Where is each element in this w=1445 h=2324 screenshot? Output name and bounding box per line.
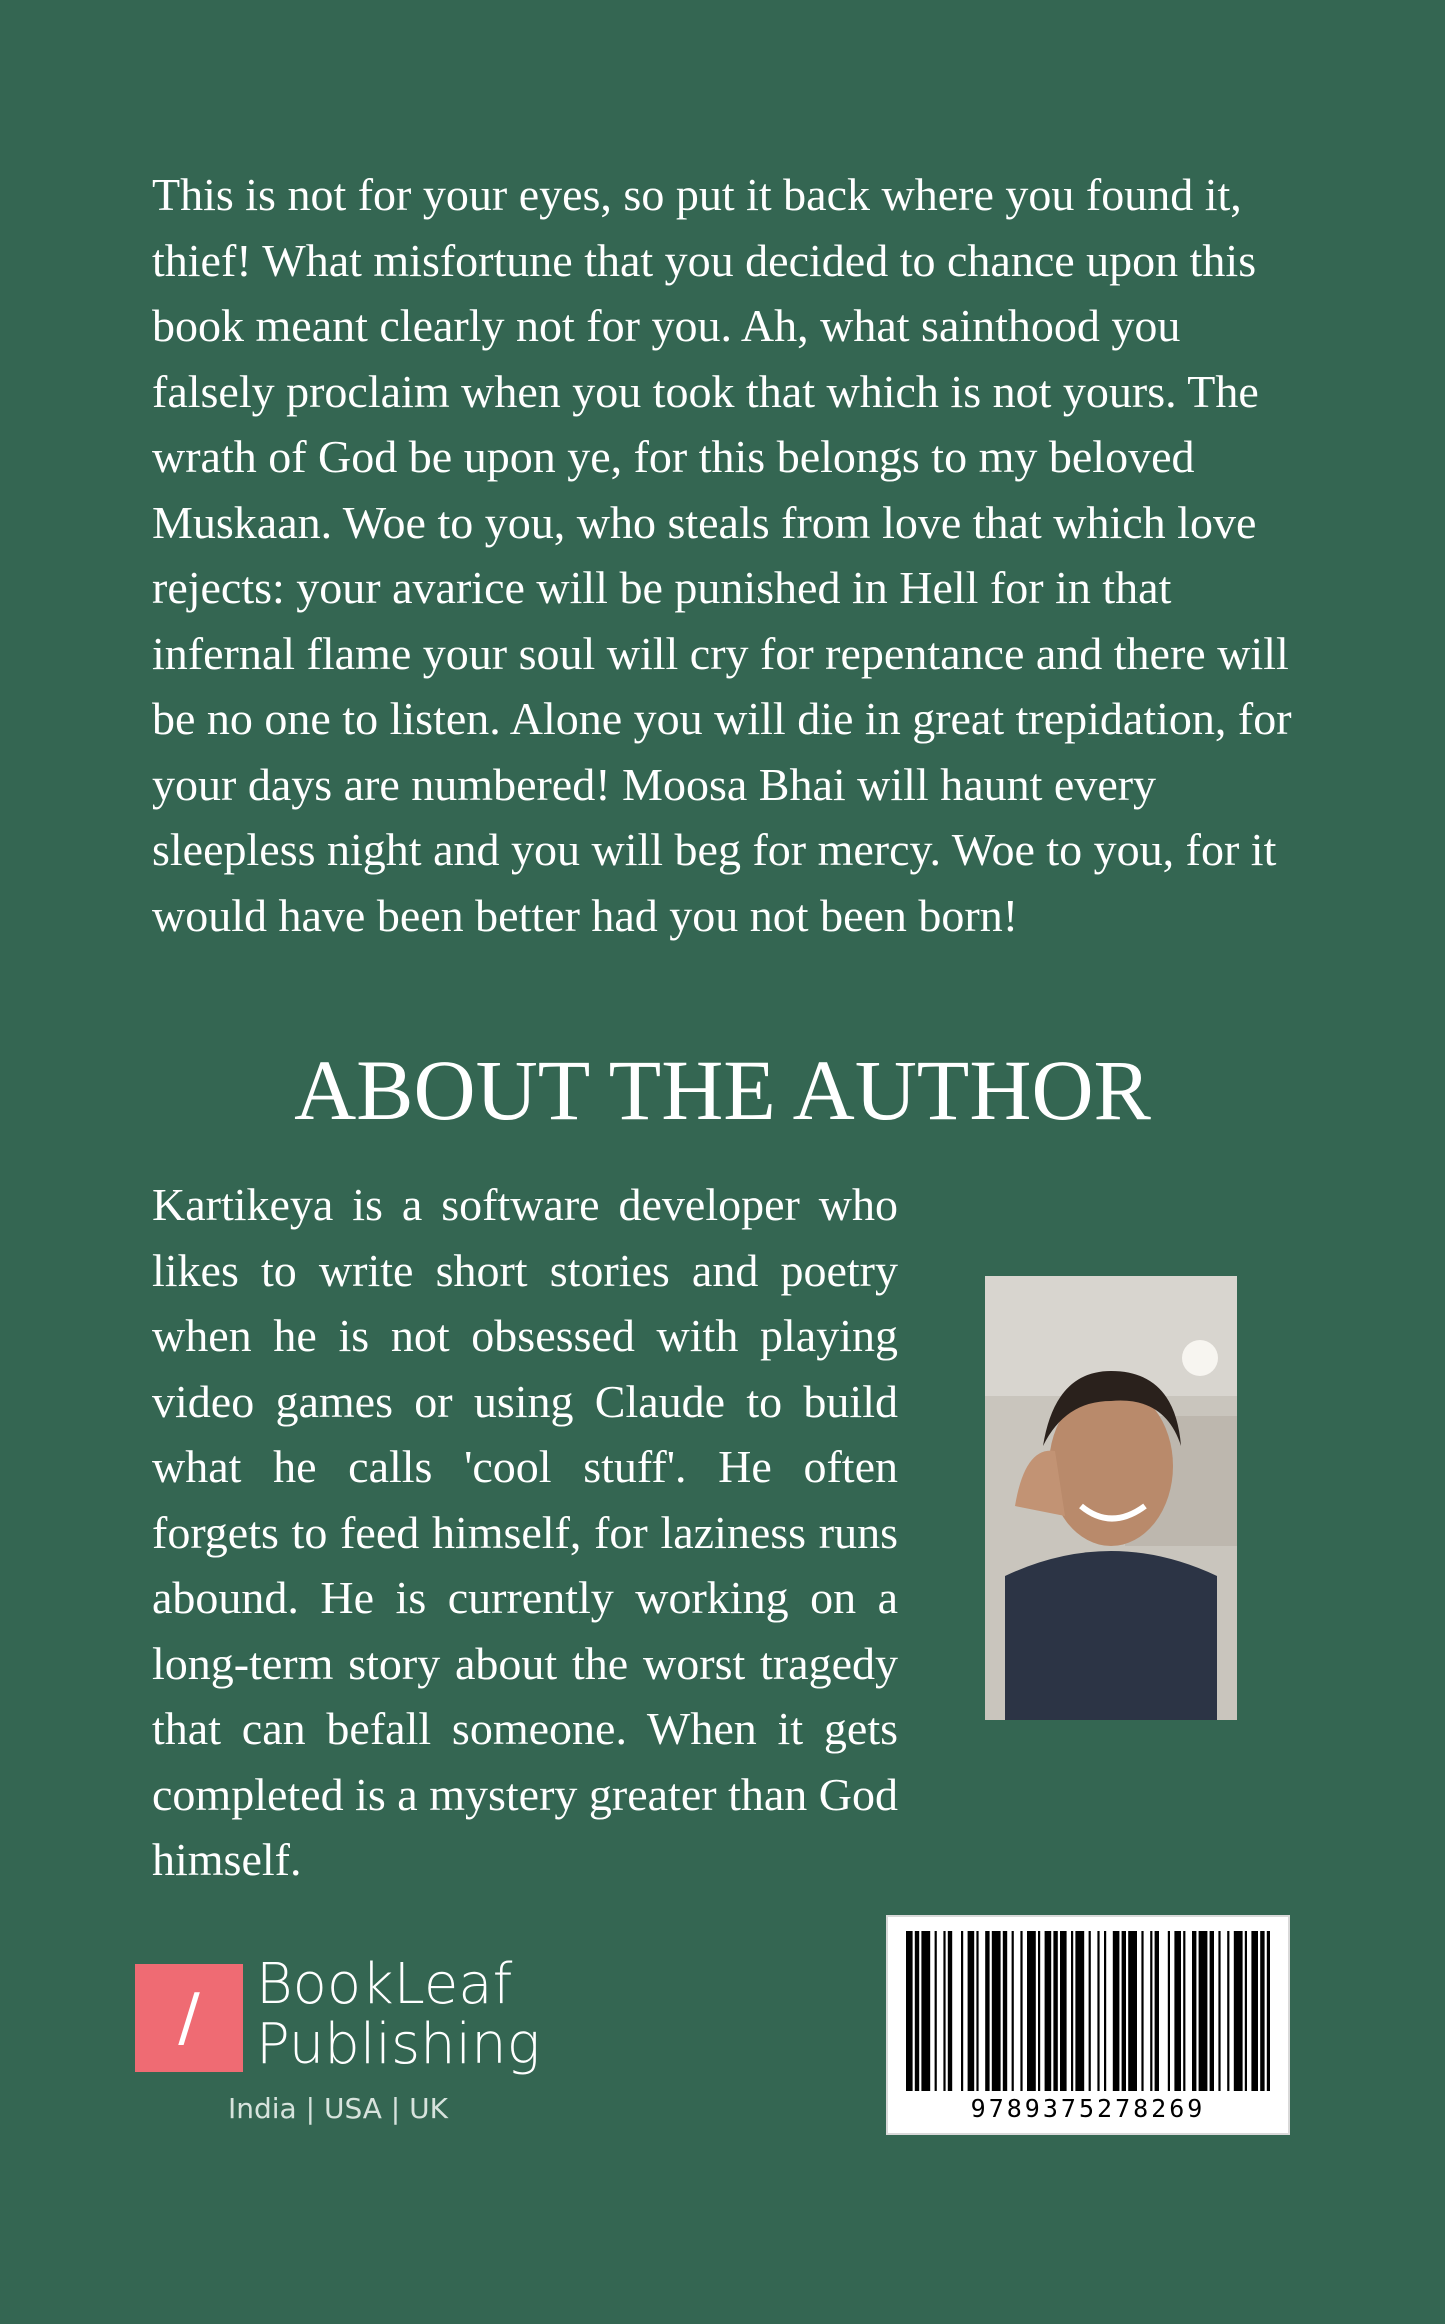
publisher-name-line2: Publishing — [256, 2012, 541, 2077]
barcode-bar — [1071, 1931, 1073, 2091]
barcode-bar — [1097, 1931, 1099, 2091]
barcode-bar — [1128, 1931, 1137, 2091]
barcode-bar — [1155, 1931, 1159, 2091]
barcode-bar — [1218, 1931, 1220, 2091]
barcode-bar — [1089, 1931, 1091, 2091]
publisher-logo-slash: / — [178, 1981, 200, 2055]
barcode-bar — [1251, 1931, 1258, 2091]
barcode-bar — [906, 1931, 913, 2091]
barcode-bar — [1183, 1931, 1185, 2091]
barcode-bar — [943, 1931, 945, 2091]
barcode-bar — [1020, 1931, 1022, 2091]
barcode-bar — [1122, 1931, 1126, 2091]
barcode-bar — [1113, 1931, 1120, 2091]
about-author-heading: ABOUT THE AUTHOR — [294, 1042, 1151, 1138]
barcode-bar — [1045, 1931, 1052, 2091]
barcode-bar — [1174, 1931, 1181, 2091]
isbn-barcode — [886, 1915, 1290, 2135]
barcode-bar — [1245, 1931, 1247, 2091]
barcode-bar — [1038, 1931, 1040, 2091]
publisher-regions: India | USA | UK — [228, 2092, 448, 2125]
barcode-bar — [976, 1931, 978, 2091]
barcode-bar — [1003, 1931, 1007, 2091]
barcode-bar — [1027, 1931, 1036, 2091]
barcode-bar — [1141, 1931, 1143, 2091]
barcode-bar — [1260, 1931, 1264, 2091]
publisher-name-line1: BookLeaf — [256, 1952, 513, 2017]
barcode-bar — [992, 1931, 1001, 2091]
barcode-bar — [1267, 1931, 1270, 2091]
barcode-bar — [1104, 1931, 1106, 2091]
barcode-bar — [1150, 1931, 1152, 2091]
barcode-bar — [1199, 1931, 1208, 2091]
barcode-bar — [1012, 1931, 1014, 2091]
barcode-bar — [1168, 1931, 1170, 2091]
barcode-bar — [948, 1931, 952, 2091]
barcode-bar — [985, 1931, 989, 2091]
barcode-bars — [906, 1931, 1270, 2091]
isbn-number: 9789375278269 — [970, 2094, 1206, 2123]
barcode-bar — [961, 1931, 963, 2091]
barcode-bar — [968, 1931, 975, 2091]
author-photo — [985, 1276, 1237, 1720]
barcode-bar — [1210, 1931, 1214, 2091]
barcode-bar — [915, 1931, 919, 2091]
barcode-bar — [1053, 1931, 1057, 2091]
barcode-bar — [1192, 1931, 1196, 2091]
author-bio: Kartikeya is a software developer who likes to write short stories and poetry when he is not obsessed with playing video games or using Claude to build what he calls 'cool stuff'. He often forgets to feed himself, for laziness runs abound. He is currently working on a long-term story about the worst tragedy that can befall someone. When it gets completed is a mystery greater than God himself. — [152, 1179, 898, 1885]
barcode-bar — [1060, 1931, 1067, 2091]
publisher-name — [256, 1952, 541, 2077]
barcode-bar — [921, 1931, 930, 2091]
warning-paragraph: This is not for your eyes, so put it back where you found it, thief! What misfortune that you decided to chance upon this book meant clearly not for you. Ah, what sainthood you falsely proclaim when you took that which is not yours. The wrath of God be upon ye, for this belongs to my beloved Muskaan. Woe to you, who steals from love that which love rejects: your avarice will be punished in Hell for in that infernal flame your soul will cry for repentance and there will be no one to listen. Alone you will die in great trepidation, for your days are numbered! Moosa Bhai will haunt every sleepless night and you will beg for mercy. Woe to you, for it would have been better had you not been born! — [152, 169, 1292, 941]
barcode-bar — [1227, 1931, 1229, 2091]
publisher-logo-icon — [135, 1964, 243, 2072]
barcode-bar — [1234, 1931, 1243, 2091]
author-photo-illustration — [985, 1276, 1237, 1720]
barcode-bar — [1075, 1931, 1084, 2091]
barcode-bar — [935, 1931, 937, 2091]
